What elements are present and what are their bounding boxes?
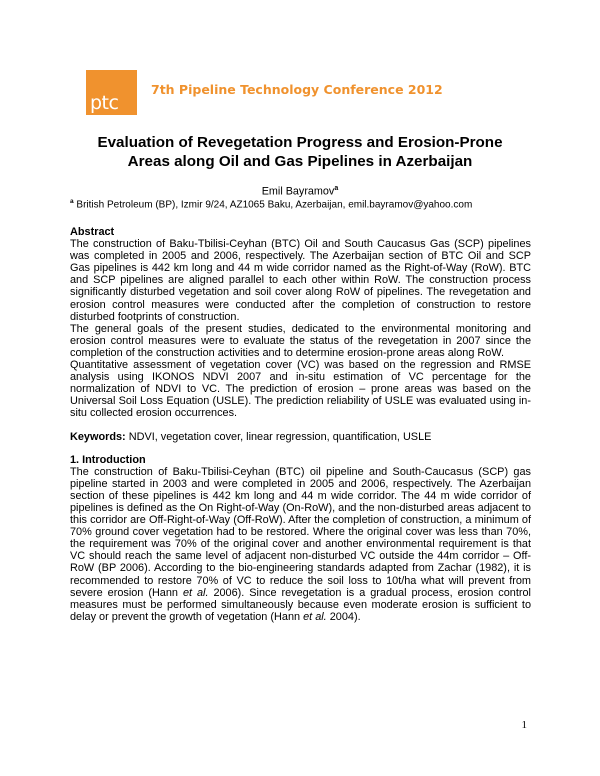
intro-text-b: 2006). Since revegetation is a gradual process, erosion control measures must be performed simultaneously because even moderate erosion is sufficient to delay or prevent the growth of vegetation (Hann bbox=[70, 586, 531, 623]
abstract-paragraph-2: The general goals of the present studies, dedicated to the environmental monitoring and erosion control measures were to evaluate the status of the revegetation in 2007 since the completion of the construction activities and to determine erosion-prone areas along RoW. bbox=[70, 322, 531, 359]
paper-title bbox=[70, 133, 530, 171]
author-name bbox=[0, 185, 600, 198]
introduction-paragraph bbox=[70, 466, 531, 623]
affiliation-text: British Petroleum (BP), Izmir 9/24, AZ1065 Baku, Azerbaijan, emil.bayramov@yahoo.com bbox=[76, 199, 473, 211]
intro-text-a: The construction of Baku-Tbilisi-Ceyhan (BTC) oil pipeline and South-Caucasus (SCP) gas pipeline started in 2003 and were completed in 2005 and 2006, respectively. The Azerbaijan section of these pipelines is 442 km long and 44 m wide corridor. The 44 m wide corridor of pipelines is defined as the On Right-of-Way (On-RoW), and the non-disturbed areas adjacent to this corridor are Off-Right-of-Way (Off-RoW). After the completion of construction, a minimum of 70% ground cover vegetation had to be restored. Where the original cover was less than 70%, the requirement was 70% of the original cover and another environmental requirement is that VC should reach the same level of adjacent non-disturbed VC outside the 44m corridor – Off-RoW (BP 2006). According to the bio-engineering standards adapted from Zachar (1982), it is recommended to restore 70% of VC to reduce the soil loss to 10t/ha what will prevent from severe erosion (Hann bbox=[70, 465, 531, 599]
intro-et-al-2: et al. bbox=[303, 610, 327, 623]
author-superscript: a bbox=[334, 185, 339, 192]
keywords-text: NDVI, vegetation cover, linear regression, quantification, USLE bbox=[128, 430, 432, 443]
title-line-2: Areas along Oil and Gas Pipelines in Azerbaijan bbox=[127, 153, 473, 170]
paper-body bbox=[70, 226, 531, 623]
abstract-heading: Abstract bbox=[70, 226, 115, 238]
conference-title: 7th Pipeline Technology Conference 2012 bbox=[151, 82, 443, 97]
keywords-line bbox=[70, 431, 531, 443]
abstract-paragraph-3: Quantitative assessment of vegetation cover (VC) was based on the regression and RMSE analysis using IKONOS NDVI 2007 and in-situ estimation of VC percentage for the normalization of NDVI to VC. The prediction of erosion – prone areas was based on the Universal Soil Loss Equation (USLE). The prediction reliability of USLE was evaluated using in-situ collected erosion occurrences. bbox=[70, 359, 531, 420]
intro-text-c: 2004). bbox=[326, 610, 361, 623]
title-line-1: Evaluation of Revegetation Progress and Erosion-Prone bbox=[97, 134, 503, 151]
affiliation bbox=[70, 198, 472, 210]
ptc-logo bbox=[86, 70, 137, 115]
author-text: Emil Bayramov bbox=[261, 185, 335, 198]
logo-text: ptc bbox=[90, 92, 119, 114]
abstract-paragraph-1: The construction of Baku-Tbilisi-Ceyhan (BTC) Oil and South Caucasus Gas (SCP) pipelines was completed in 2005 and 2006, respectively. The Azerbaijan section of BTC Oil and SCP Gas pipelines is 442 km long and 44 m wide corridor named as the Right-of-Way (RoW). BTC and SCP pipelines are aligned parallel to each other within RoW. The construction process significantly disturbed vegetation and soil cover along RoW of pipelines. The revegetation and erosion control measures were conducted after the completion of construction to restore disturbed footprints of construction. bbox=[70, 238, 531, 323]
page-number: 1 bbox=[521, 719, 527, 731]
intro-et-al-1: et al. bbox=[182, 586, 209, 599]
affiliation-superscript: a bbox=[70, 198, 74, 205]
introduction-heading: 1. Introduction bbox=[70, 453, 146, 466]
keywords-label: Keywords: bbox=[70, 430, 126, 443]
